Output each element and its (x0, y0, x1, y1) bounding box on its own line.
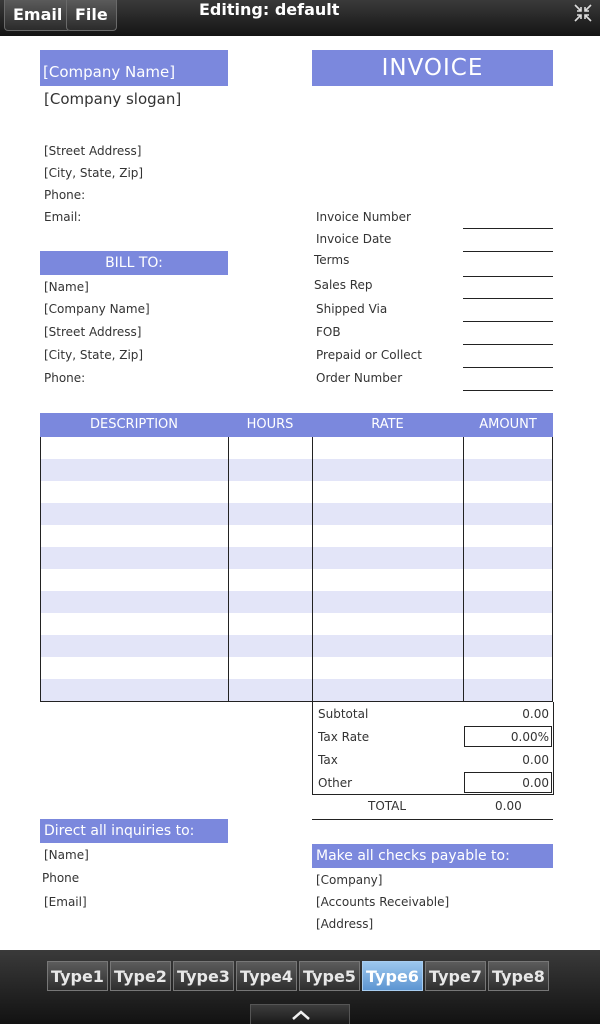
table-body (40, 437, 553, 702)
column-divider (228, 437, 229, 702)
totals-box (312, 702, 554, 795)
top-toolbar (0, 0, 600, 36)
inquiries-name[interactable]: [Name] (44, 848, 89, 862)
company-slogan[interactable]: [Company slogan] (44, 90, 182, 108)
column-header-rate: RATE (371, 417, 404, 432)
table-row[interactable] (41, 591, 552, 613)
sender-phone[interactable]: Phone: (44, 188, 86, 202)
total-row (312, 799, 553, 820)
tax-rate-value: 0.00% (510, 730, 549, 744)
fob-label: FOB (316, 325, 341, 339)
editing-title: Editing: default (199, 0, 340, 19)
tax-value: 0.00 (522, 753, 549, 767)
table-header (40, 413, 553, 437)
sender-city[interactable]: [City, State, Zip] (44, 166, 144, 180)
invoice-number-label: Invoice Number (316, 210, 411, 224)
email-button[interactable]: Email (4, 0, 71, 31)
table-row[interactable] (41, 481, 552, 503)
checks-accounts[interactable]: [Accounts Receivable] (316, 895, 450, 909)
sender-email[interactable]: Email: (44, 210, 82, 224)
tab-type7[interactable]: Type7 (425, 961, 486, 991)
checks-company[interactable]: [Company] (316, 873, 383, 887)
invoice-date-label: Invoice Date (316, 232, 392, 246)
prepaid-collect-input[interactable] (463, 367, 553, 368)
checks-payable-header: Make all checks payable to: (312, 844, 553, 868)
column-divider (312, 437, 313, 702)
chevron-up-icon (291, 1008, 311, 1022)
total-label: TOTAL (368, 799, 407, 813)
column-divider (463, 437, 464, 702)
tab-type3[interactable]: Type3 (173, 961, 234, 991)
column-header-description: DESCRIPTION (90, 417, 178, 432)
fullscreen-exit-icon[interactable] (574, 4, 592, 22)
tab-type1[interactable]: Type1 (47, 961, 108, 991)
terms-label: Terms (314, 253, 350, 267)
checks-address[interactable]: [Address] (316, 917, 374, 931)
other-label: Other (318, 776, 353, 790)
terms-input[interactable] (463, 276, 553, 277)
tab-type8[interactable]: Type8 (488, 961, 549, 991)
table-row[interactable] (41, 437, 552, 459)
inquiries-header: Direct all inquiries to: (40, 819, 228, 843)
bill-to-header: BILL TO: (40, 251, 228, 275)
other-value: 0.00 (522, 776, 549, 790)
invoice-number-input[interactable] (463, 228, 553, 229)
table-row[interactable] (41, 613, 552, 635)
tab-type2[interactable]: Type2 (110, 961, 171, 991)
shipped-via-input[interactable] (463, 321, 553, 322)
total-value: 0.00 (495, 799, 522, 813)
inquiries-phone[interactable]: Phone (42, 871, 80, 885)
tab-type4[interactable]: Type4 (236, 961, 297, 991)
order-number-label: Order Number (316, 371, 403, 385)
shipped-via-label: Shipped Via (316, 302, 388, 316)
bill-to-company[interactable]: [Company Name] (44, 302, 150, 316)
bill-to-street[interactable]: [Street Address] (44, 325, 142, 339)
file-button[interactable]: File (66, 0, 117, 31)
bill-to-city[interactable]: [City, State, Zip] (44, 348, 144, 362)
sales-rep-label: Sales Rep (314, 278, 373, 292)
column-header-amount: AMOUNT (479, 417, 537, 432)
table-row[interactable] (41, 503, 552, 525)
order-number-input[interactable] (463, 390, 553, 391)
sender-street[interactable]: [Street Address] (44, 144, 142, 158)
table-row[interactable] (41, 679, 552, 701)
bill-to-phone[interactable]: Phone: (44, 371, 86, 385)
table-row[interactable] (41, 657, 552, 679)
sales-rep-input[interactable] (463, 298, 553, 299)
prepaid-collect-label: Prepaid or Collect (316, 348, 422, 362)
invoice-date-input[interactable] (463, 251, 553, 252)
table-row[interactable] (41, 547, 552, 569)
tab-type6[interactable]: Type6 (362, 961, 423, 991)
table-row[interactable] (41, 569, 552, 591)
table-row[interactable] (41, 525, 552, 547)
expand-handle[interactable] (250, 1004, 350, 1024)
bill-to-name[interactable]: [Name] (44, 280, 89, 294)
company-name-field[interactable]: [Company Name] (40, 50, 228, 86)
subtotal-value: 0.00 (522, 707, 549, 721)
subtotal-label: Subtotal (318, 707, 369, 721)
fob-input[interactable] (463, 344, 553, 345)
tax-label: Tax (318, 753, 338, 767)
invoice-title: INVOICE (312, 50, 553, 86)
column-header-hours: HOURS (246, 417, 294, 432)
table-row[interactable] (41, 459, 552, 481)
tab-type5[interactable]: Type5 (299, 961, 360, 991)
tax-rate-label: Tax Rate (318, 730, 370, 744)
inquiries-email[interactable]: [Email] (44, 895, 87, 909)
table-row[interactable] (41, 635, 552, 657)
